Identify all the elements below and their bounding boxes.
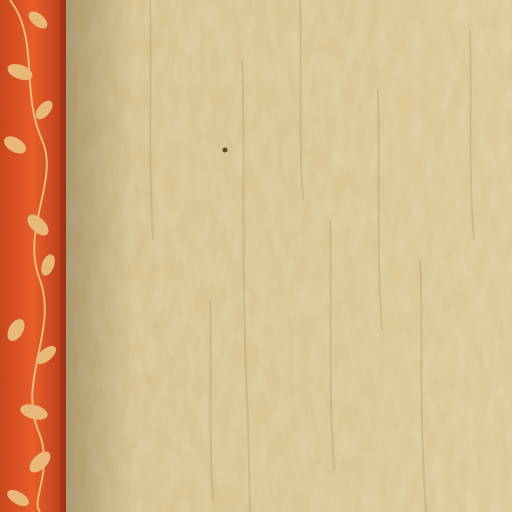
wall-spot: [223, 148, 228, 153]
curtain-edge: [0, 0, 66, 512]
curtain-fabric: [0, 0, 66, 512]
